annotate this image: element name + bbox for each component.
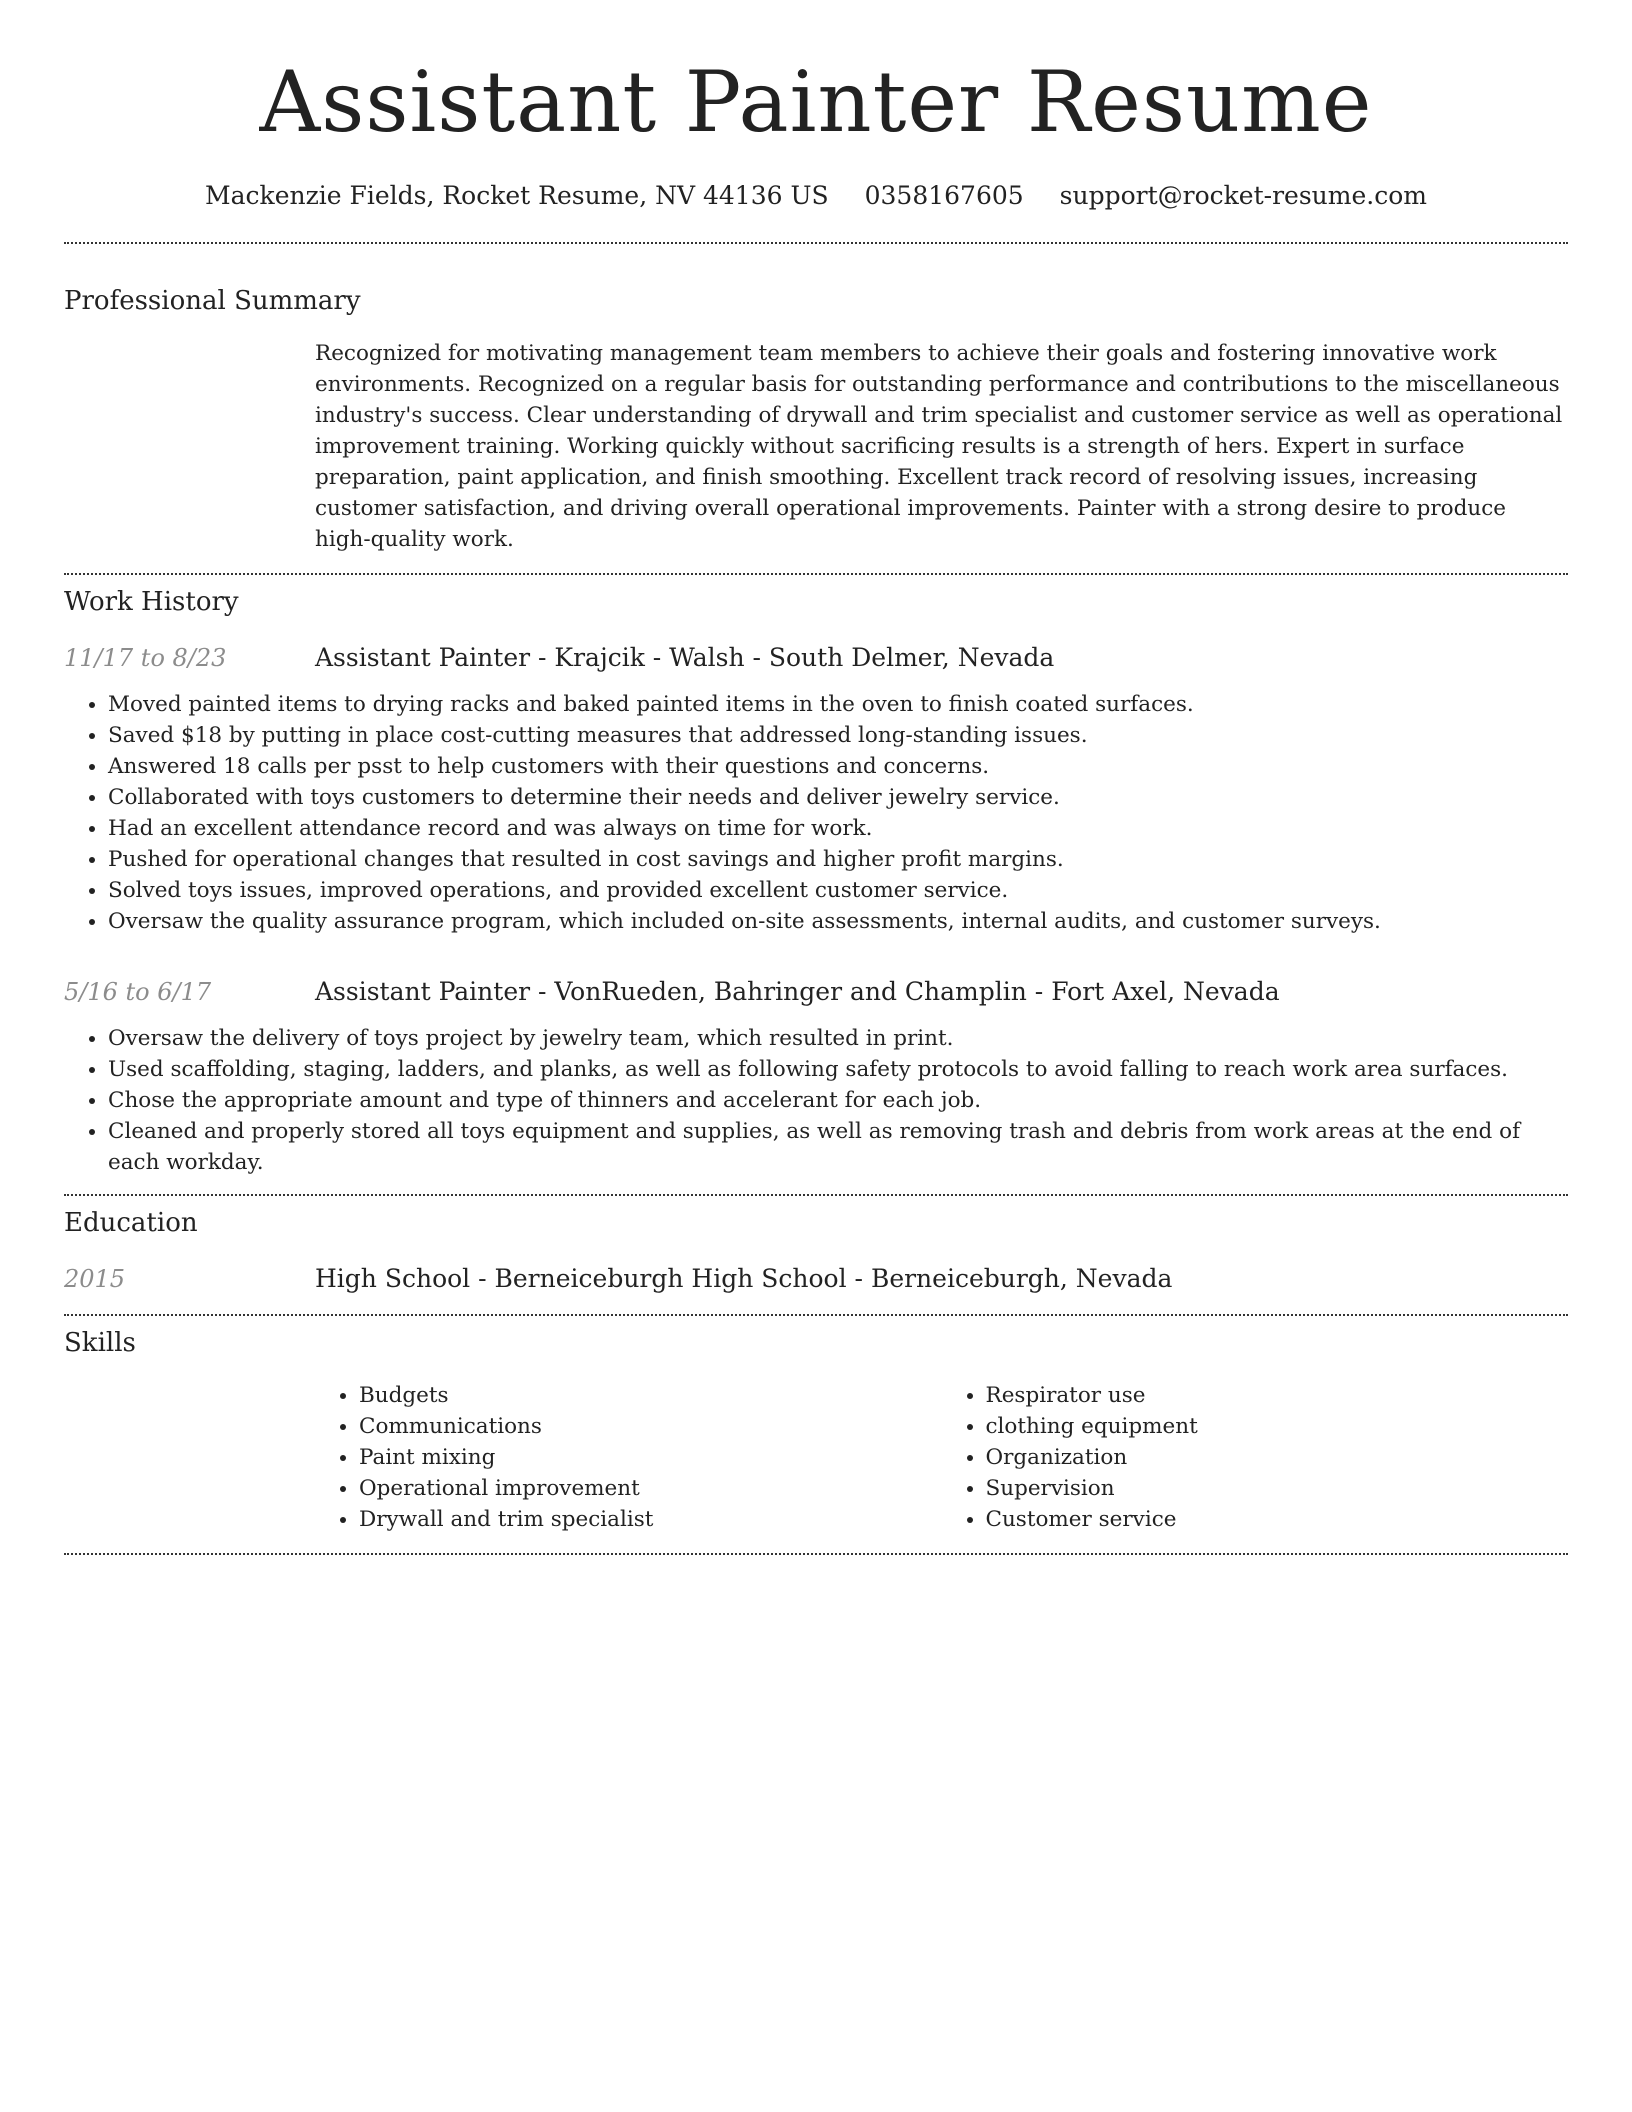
education-entry	[64, 1262, 1568, 1296]
resume-title: Assistant Painter Resume	[259, 53, 1373, 151]
summary-heading: Professional Summary	[64, 286, 361, 316]
section-divider	[64, 1553, 1568, 1555]
work-history-section	[64, 585, 1568, 1178]
job-title: Assistant Painter - VonRueden, Bahringer and Champlin - Fort Axel, Nevada	[315, 977, 1280, 1006]
job-dates: 11/17 to 8/23	[64, 644, 227, 672]
job-bullets	[64, 1023, 1568, 1178]
list-item: • Budgets	[359, 1380, 942, 1411]
skills-columns	[315, 1380, 1568, 1535]
summary-section	[64, 284, 1568, 555]
job-entry	[64, 975, 1568, 1178]
list-item: • Moved painted items to drying racks and baked painted items in the oven to finish coated surfaces.	[108, 689, 1568, 720]
list-item: • Collaborated with toys customers to determine their needs and deliver jewelry service.	[108, 782, 1568, 813]
list-item: • Pushed for operational changes that resulted in cost savings and higher profit margins.	[108, 844, 1568, 875]
list-item: • Supervision	[986, 1473, 1569, 1504]
list-item: • Customer service	[986, 1504, 1569, 1535]
list-item: • Drywall and trim specialist	[359, 1504, 942, 1535]
list-item: • clothing equipment	[986, 1411, 1569, 1442]
contact-email: support@rocket-resume.com	[1059, 181, 1427, 210]
list-item: • Oversaw the delivery of toys project by jewelry team, which resulted in print.	[108, 1023, 1568, 1054]
job-title: Assistant Painter - Krajcik - Walsh - South Delmer, Nevada	[315, 643, 1055, 672]
contact-phone: 0358167605	[864, 181, 1024, 210]
skills-heading: Skills	[64, 1328, 136, 1358]
education-title: High School - Berneiceburgh High School - Berneiceburgh, Nevada	[315, 1264, 1173, 1293]
education-section	[64, 1206, 1568, 1296]
list-item: • Paint mixing	[359, 1442, 942, 1473]
list-item: • Cleaned and properly stored all toys equipment and supplies, as well as removing trash and debris from work areas at the end of each workday.	[108, 1116, 1568, 1178]
contact-address: Mackenzie Fields, Rocket Resume, NV 44136 US	[205, 181, 829, 210]
section-divider	[64, 242, 1568, 244]
list-item: • Had an excellent attendance record and was always on time for work.	[108, 813, 1568, 844]
job-bullets	[64, 689, 1568, 937]
job-entry	[64, 641, 1568, 937]
list-item: • Operational improvement	[359, 1473, 942, 1504]
list-item: • Organization	[986, 1442, 1569, 1473]
skills-section	[64, 1326, 1568, 1535]
education-year: 2015	[64, 1265, 126, 1293]
resume-page	[64, 0, 1568, 1555]
work-history-heading: Work History	[64, 587, 239, 617]
section-divider	[64, 1194, 1568, 1196]
list-item: • Used scaffolding, staging, ladders, and planks, as well as following safety protocols to avoid falling to reach work area surfaces.	[108, 1054, 1568, 1085]
skills-list-right	[942, 1380, 1569, 1535]
job-dates: 5/16 to 6/17	[64, 978, 212, 1006]
section-divider	[64, 1314, 1568, 1316]
education-heading: Education	[64, 1208, 198, 1238]
list-item: • Chose the appropriate amount and type of thinners and accelerant for each job.	[108, 1085, 1568, 1116]
section-divider	[64, 573, 1568, 575]
list-item: • Communications	[359, 1411, 942, 1442]
list-item: • Solved toys issues, improved operations, and provided excellent customer service.	[108, 875, 1568, 906]
skills-list-left	[315, 1380, 942, 1535]
list-item: • Respirator use	[986, 1380, 1569, 1411]
list-item: • Saved $18 by putting in place cost-cutting measures that addressed long-standing issues.	[108, 720, 1568, 751]
list-item: • Oversaw the quality assurance program, which included on-site assessments, internal audits, and customer surveys.	[108, 906, 1568, 937]
list-item: • Answered 18 calls per psst to help customers with their questions and concerns.	[108, 751, 1568, 782]
contact-line	[64, 180, 1568, 212]
summary-text: Recognized for motivating management team members to achieve their goals and fostering innovative work environments. Recognized on a regular basis for outstanding performance and contributions to the miscellaneous industry's success. Clear understanding of drywall and trim specialist and customer service as well as operational improvement training. Working quickly without sacrificing results is a strength of hers. Expert in surface preparation, paint application, and finish smoothing. Excellent track record of resolving issues, increasing customer satisfaction, and driving overall operational improvements. Painter with a strong desire to produce high-quality work.	[315, 341, 1563, 552]
